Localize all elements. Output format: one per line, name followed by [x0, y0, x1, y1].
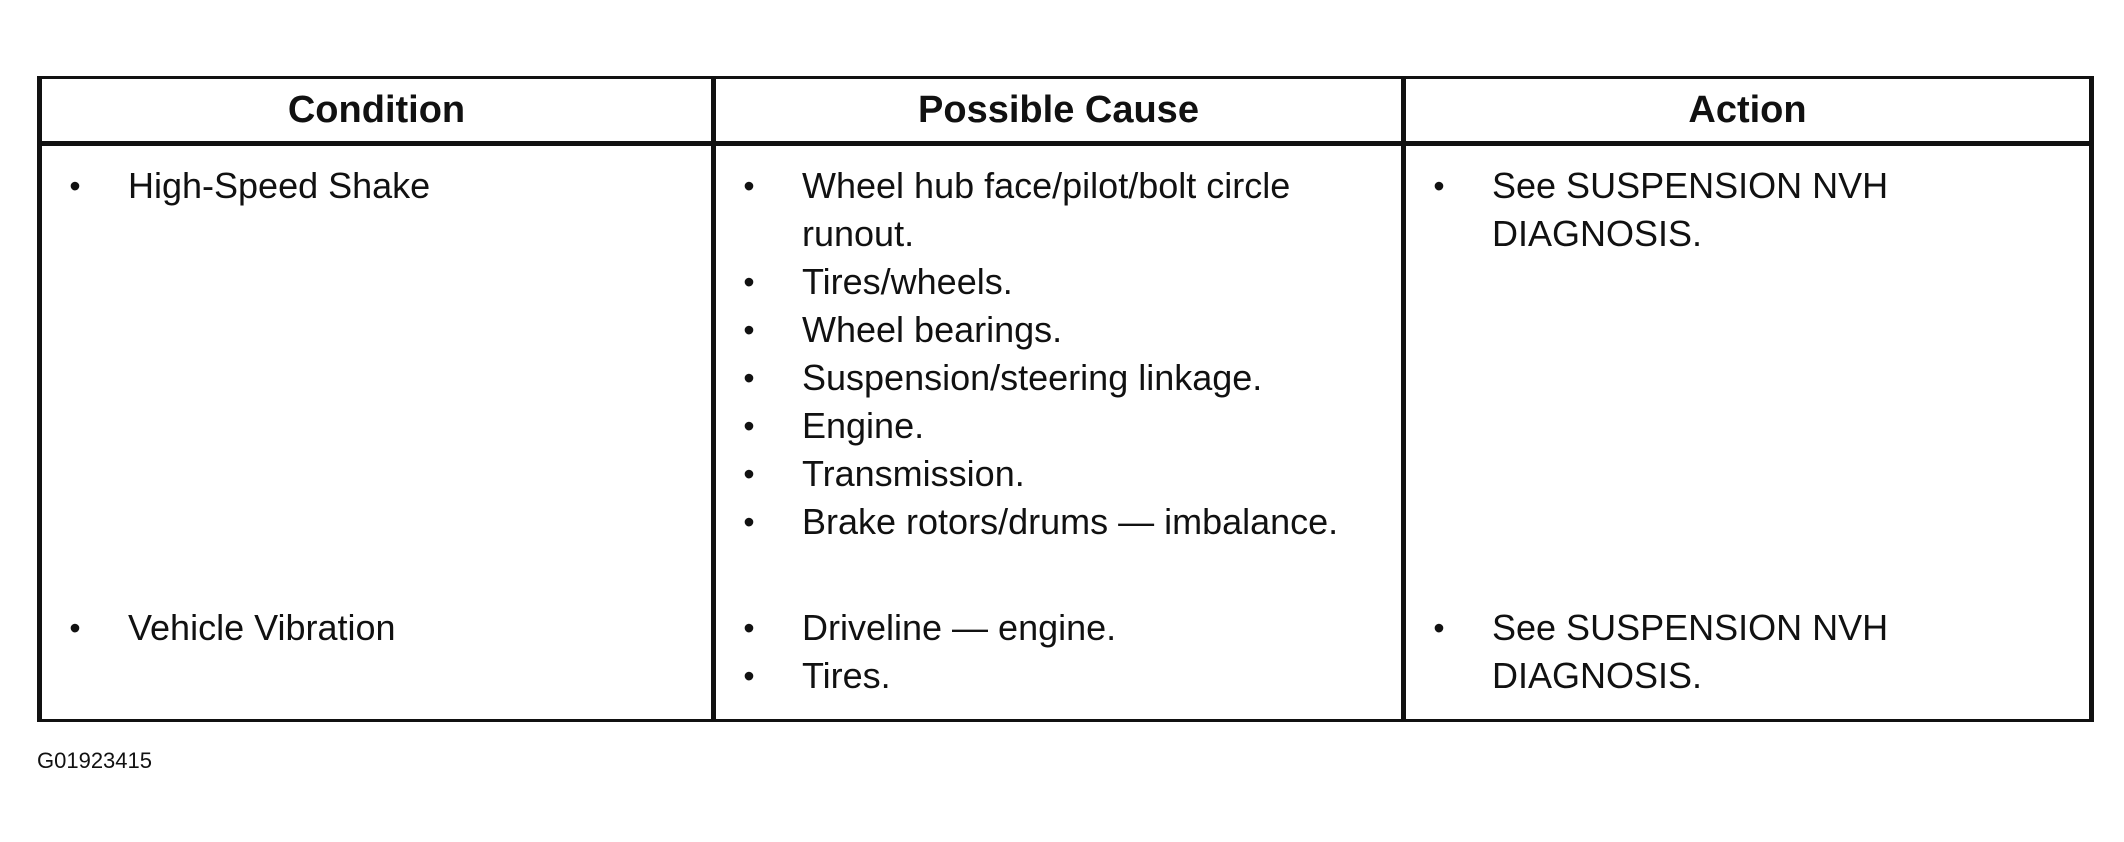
possible-cause-cell: [714, 574, 1404, 721]
list-item: [1420, 162, 2075, 258]
cause-list: [730, 604, 1387, 700]
cause-text: Tires.: [802, 654, 891, 696]
bullet-icon: •: [743, 264, 755, 300]
bullet-icon: •: [1433, 168, 1445, 204]
list-item: [730, 402, 1387, 450]
diagnosis-table: [37, 76, 2094, 722]
cause-text: Tires/wheels.: [802, 261, 1013, 302]
bullet-icon: •: [1433, 609, 1445, 646]
condition-cell: [40, 574, 714, 721]
action-text: See SUSPENSION NVH DIAGNOSIS.: [1492, 165, 1889, 254]
cause-text: Wheel bearings.: [802, 309, 1063, 350]
cause-text: Suspension/steering linkage.: [802, 357, 1263, 398]
cause-list: [730, 162, 1387, 546]
condition-list: [56, 162, 697, 210]
list-item: [56, 604, 697, 652]
list-item: [730, 498, 1387, 546]
table-row: [40, 574, 2092, 721]
bullet-icon: •: [743, 168, 755, 204]
bullet-icon: •: [743, 657, 755, 694]
table-header-row: [40, 78, 2092, 144]
possible-cause-cell: [714, 144, 1404, 574]
bullet-icon: •: [743, 408, 755, 444]
list-item: [730, 450, 1387, 498]
action-cell: [1404, 574, 2092, 721]
list-item: [1420, 604, 2075, 700]
action-text: See SUSPENSION NVH DIAGNOSIS.: [1492, 606, 1889, 696]
list-item: [730, 354, 1387, 402]
list-item: [730, 652, 1387, 700]
list-item: [730, 306, 1387, 354]
condition-cell: [40, 144, 714, 574]
list-item: [56, 162, 697, 210]
bullet-icon: •: [743, 312, 755, 348]
header-action: Action: [1404, 78, 2092, 144]
list-item: [730, 258, 1387, 306]
header-condition: Condition: [40, 78, 714, 144]
condition-list: [56, 604, 697, 652]
condition-text: Vehicle Vibration: [128, 606, 396, 648]
bullet-icon: •: [743, 609, 755, 646]
cause-text: Engine.: [802, 405, 925, 446]
bullet-icon: •: [69, 168, 81, 204]
table-row: [40, 144, 2092, 574]
bullet-icon: •: [69, 609, 81, 646]
cause-text: Driveline — engine.: [802, 606, 1117, 648]
bullet-icon: •: [743, 360, 755, 396]
cause-text: Transmission.: [802, 453, 1025, 494]
list-item: [730, 162, 1387, 258]
header-possible-cause: Possible Cause: [714, 78, 1404, 144]
cause-text: Brake rotors/drums — imbalance.: [802, 501, 1339, 542]
list-item: [730, 604, 1387, 652]
bullet-icon: •: [743, 504, 755, 540]
figure-code: G01923415: [37, 748, 152, 773]
cause-text: Wheel hub face/pilot/bolt circle runout.: [802, 165, 1291, 254]
condition-text: High-Speed Shake: [128, 165, 431, 206]
action-list: [1420, 604, 2075, 700]
action-cell: [1404, 144, 2092, 574]
action-list: [1420, 162, 2075, 258]
bullet-icon: •: [743, 456, 755, 492]
